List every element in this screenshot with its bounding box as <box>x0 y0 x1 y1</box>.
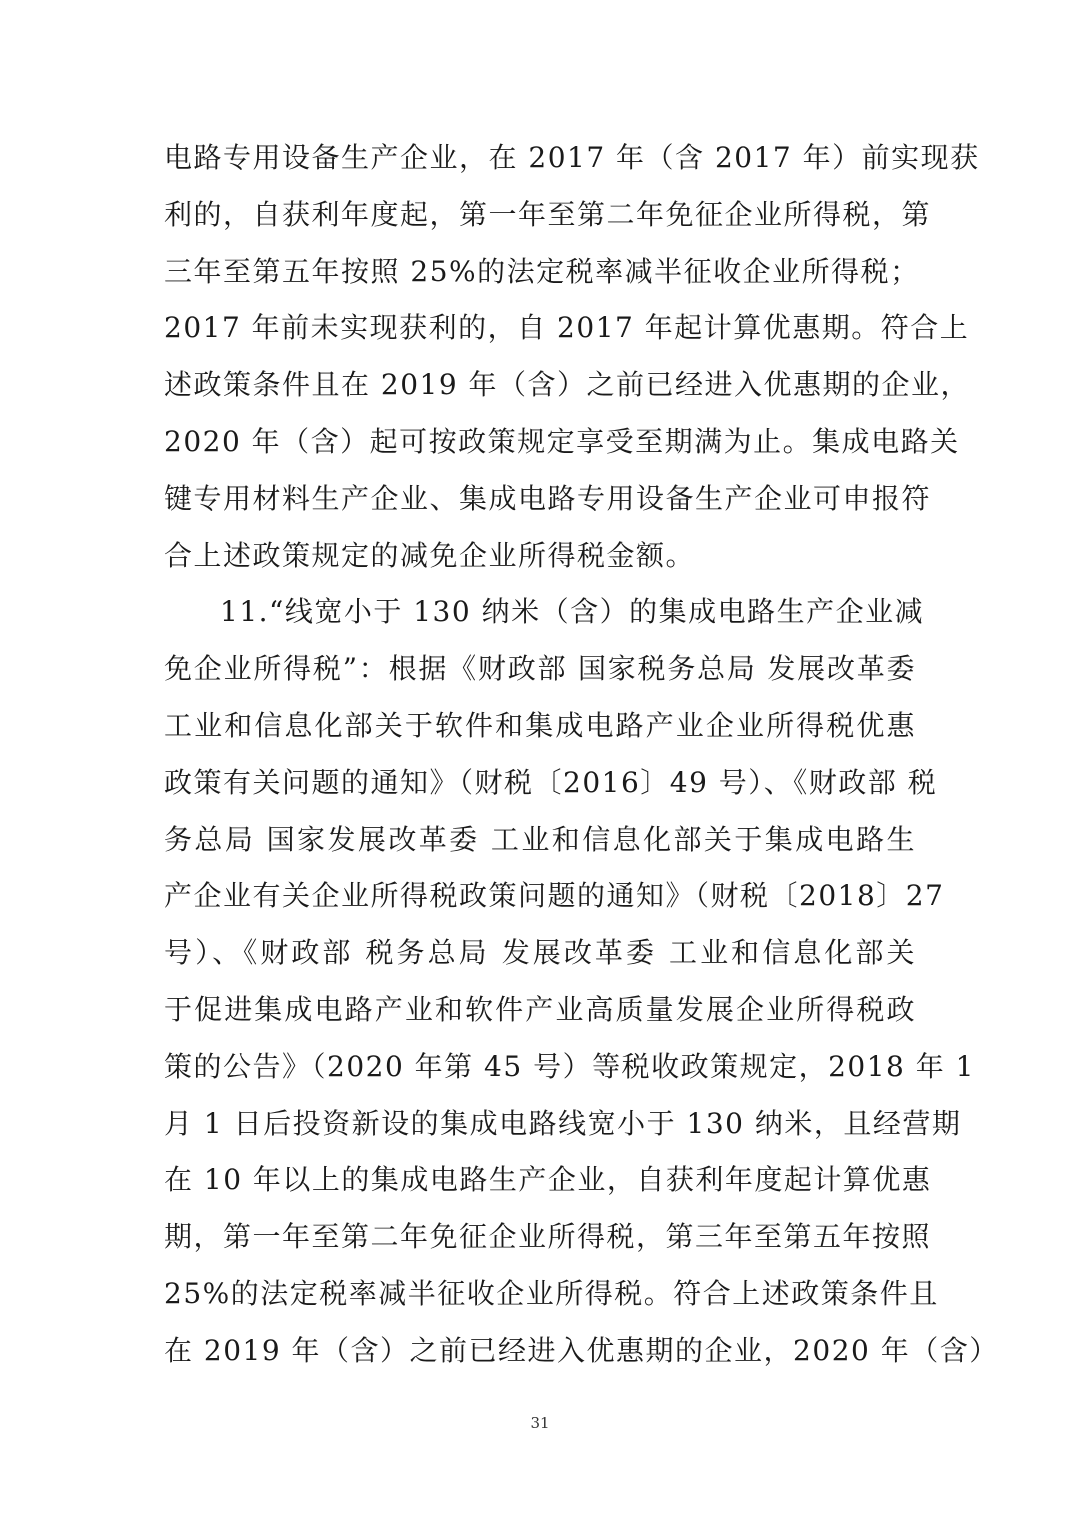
text-line: 策的公告》（2020 年第 45 号）等税收政策规定，2018 年 1 <box>164 1049 975 1083</box>
page-number: 31 <box>530 1414 550 1432</box>
text-line: 号）、《财政部 税务总局 发展改革委 工业和信息化部关 <box>164 936 916 970</box>
text-line: 政策有关问题的通知》（财税〔2016〕49 号）、《财政部 税 <box>164 765 938 799</box>
text-line: 月 1 日后投资新设的集成电路线宽小于 130 纳米，且经营期 <box>164 1106 962 1140</box>
text-line: 2017 年前未实现获利的，自 2017 年起计算优惠期。符合上 <box>164 311 970 345</box>
text-line: 2020 年（含）起可按政策规定享受至期满为止。集成电路关 <box>164 424 960 458</box>
text-line: 述政策条件且在 2019 年（含）之前已经进入优惠期的企业， <box>164 368 971 402</box>
text-line: 利的，自获利年度起，第一年至第二年免征企业所得税，第 <box>164 197 932 231</box>
text-line: 免企业所得税”：根据《财政部 国家税务总局 发展改革委 <box>164 652 916 686</box>
text-line: 11.“线宽小于 130 纳米（含）的集成电路生产企业减 <box>220 595 925 629</box>
text-line: 在 2019 年（含）之前已经进入优惠期的企业，2020 年（含） <box>164 1333 999 1367</box>
text-line: 合上述政策规定的减免企业所得税金额。 <box>164 538 696 572</box>
text-line: 电路专用设备生产企业，在 2017 年（含 2017 年）前实现获 <box>164 141 980 174</box>
text-line: 于促进集成电路产业和软件产业高质量发展企业所得税政 <box>164 992 916 1026</box>
text-line: 在 10 年以上的集成电路生产企业，自获利年度起计算优惠 <box>164 1163 932 1197</box>
text-line: 三年至第五年按照 25%的法定税率减半征收企业所得税； <box>164 254 920 288</box>
text-line: 25%的法定税率减半征收企业所得税。符合上述政策条件且 <box>164 1276 939 1310</box>
text-line: 务总局 国家发展改革委 工业和信息化部关于集成电路生 <box>164 822 916 856</box>
text-line: 期，第一年至第二年免征企业所得税，第三年至第五年按照 <box>164 1220 932 1254</box>
text-line: 工业和信息化部关于软件和集成电路产业企业所得税优惠 <box>164 708 916 742</box>
text-line: 产企业有关企业所得税政策问题的通知》（财税〔2018〕27 <box>164 879 945 913</box>
paragraph-continued <box>164 130 980 584</box>
text-line: 键专用材料生产企业、集成电路专用设备生产企业可申报符 <box>164 481 932 515</box>
body-text <box>164 130 999 1380</box>
paragraph-item-11 <box>164 584 999 1379</box>
